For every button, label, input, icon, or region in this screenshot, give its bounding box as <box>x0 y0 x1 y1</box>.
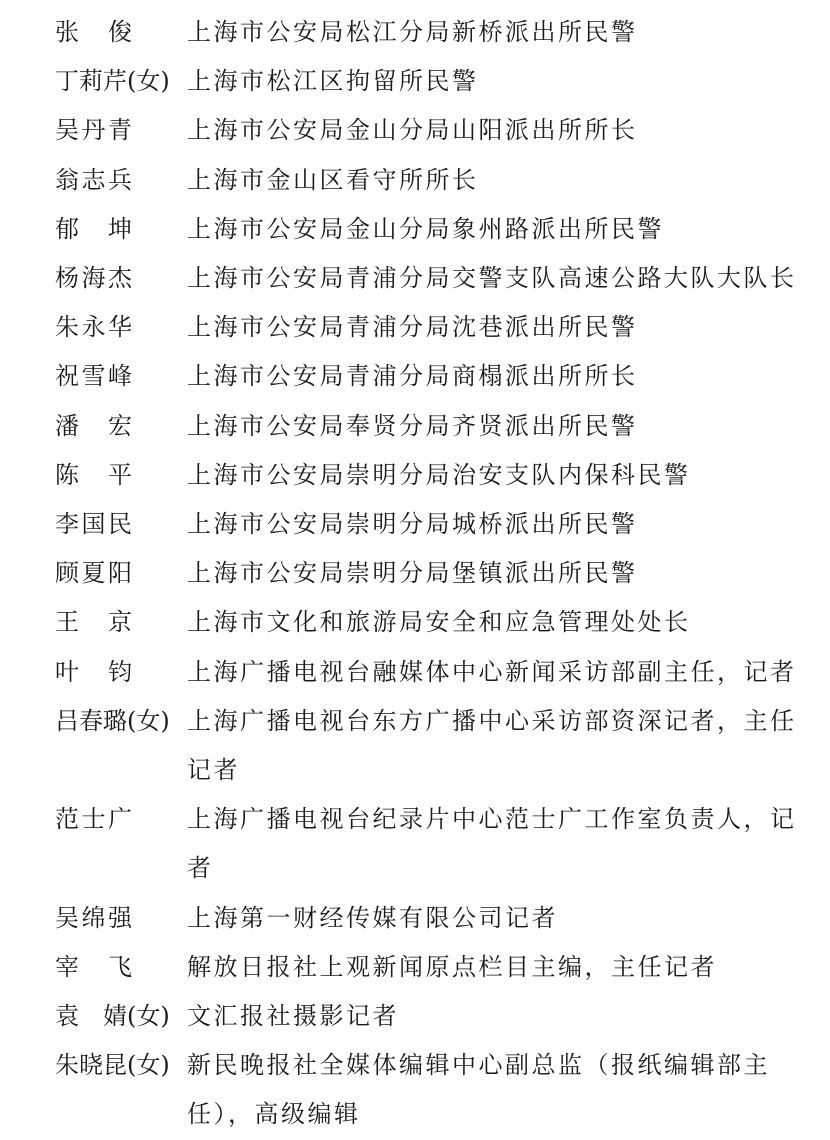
list-item <box>0 795 830 893</box>
person-name: 袁 婧(女) <box>55 1002 170 1031</box>
person-affiliation: 上海市公安局松江分局新桥派出所民警 <box>187 18 638 46</box>
person-name: 陈 平 <box>55 460 135 489</box>
list-item <box>0 156 830 205</box>
person-affiliation: 上海市公安局金山分局象州路派出所民警 <box>187 214 664 243</box>
list-item <box>0 8 830 57</box>
person-name: 宰 飞 <box>55 952 135 981</box>
honoree-list <box>0 8 830 1140</box>
person-name: 朱晓昆(女) <box>55 1051 170 1080</box>
list-item <box>0 402 830 451</box>
person-name: 张 俊 <box>55 18 135 46</box>
list-item <box>0 205 830 254</box>
person-affiliation: 上海市公安局崇明分局城桥派出所民警 <box>187 510 638 539</box>
person-affiliation: 上海市松江区拘留所民警 <box>187 67 479 96</box>
person-affiliation: 上海市公安局金山分局山阳派出所所长 <box>187 116 638 145</box>
person-name: 吴绵强 <box>55 903 135 932</box>
list-item <box>0 352 830 401</box>
person-name: 吕春璐(女) <box>55 706 170 735</box>
person-affiliation: 上海广播电视台融媒体中心新闻采访部副主任，记者 <box>187 657 797 686</box>
list-item <box>0 992 830 1041</box>
person-affiliation: 上海第一财经传媒有限公司记者 <box>187 903 558 932</box>
person-affiliation: 上海市公安局青浦分局沈巷派出所民警 <box>187 313 638 342</box>
list-item <box>0 697 830 795</box>
person-name: 吴丹青 <box>55 116 135 145</box>
person-name: 祝雪峰 <box>55 362 135 391</box>
person-affiliation: 上海广播电视台东方广播中心采访部资深记者，主任记者 <box>187 706 797 785</box>
person-name: 顾夏阳 <box>55 559 135 588</box>
list-item <box>0 943 830 992</box>
person-affiliation: 上海广播电视台纪录片中心范士广工作室负责人，记者 <box>187 805 797 883</box>
list-item <box>0 598 830 647</box>
list-item <box>0 549 830 598</box>
list-item <box>0 894 830 943</box>
person-name: 翁志兵 <box>55 165 135 194</box>
list-item <box>0 57 830 106</box>
person-name: 王 京 <box>55 608 135 637</box>
person-affiliation: 上海市文化和旅游局安全和应急管理处处长 <box>187 608 691 637</box>
person-affiliation: 上海市公安局崇明分局治安支队内保科民警 <box>187 460 691 489</box>
list-item <box>0 254 830 303</box>
person-affiliation: 上海市公安局崇明分局堡镇派出所民警 <box>187 559 638 588</box>
person-affiliation: 解放日报社上观新闻原点栏目主编，主任记者 <box>187 952 717 981</box>
person-affiliation: 文汇报社摄影记者 <box>187 1002 399 1031</box>
list-item <box>0 648 830 697</box>
list-item <box>0 451 830 500</box>
person-affiliation: 新民晚报社全媒体编辑中心副总监（报纸编辑部主任），高级编辑 <box>187 1051 770 1129</box>
person-name: 丁莉芹(女) <box>55 67 170 96</box>
person-name: 杨海杰 <box>55 264 135 293</box>
person-affiliation: 上海市公安局青浦分局商榻派出所所长 <box>187 362 638 391</box>
list-item <box>0 1041 830 1139</box>
person-name: 范士广 <box>55 805 135 834</box>
person-name: 潘 宏 <box>55 411 135 440</box>
person-name: 李国民 <box>55 510 135 539</box>
person-affiliation: 上海市公安局奉贤分局齐贤派出所民警 <box>187 411 638 440</box>
list-item <box>0 106 830 155</box>
person-affiliation: 上海市公安局青浦分局交警支队高速公路大队大队长 <box>187 264 797 293</box>
person-name: 朱永华 <box>55 313 135 342</box>
person-name: 郁 坤 <box>55 214 135 243</box>
person-name: 叶 钧 <box>55 657 135 686</box>
list-item <box>0 500 830 549</box>
list-item <box>0 303 830 352</box>
person-affiliation: 上海市金山区看守所所长 <box>187 165 479 194</box>
